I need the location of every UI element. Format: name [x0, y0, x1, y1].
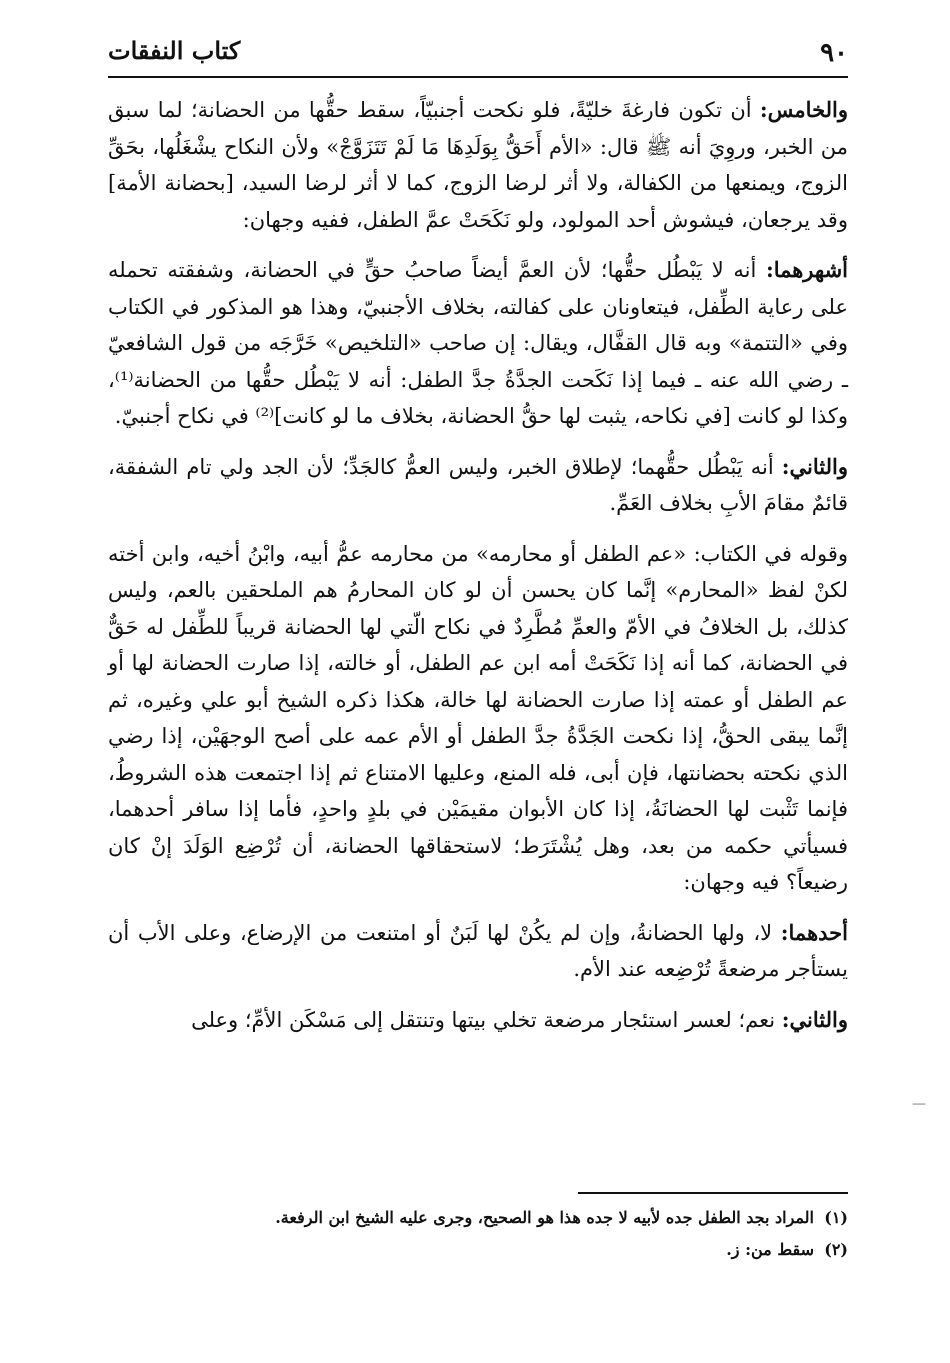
- footnote-1: [108, 1204, 848, 1232]
- footnote-separator: [578, 1192, 848, 1194]
- footnote-number: (١): [824, 1208, 848, 1227]
- paragraph-lead: والخامس:: [759, 97, 848, 122]
- paragraph-text: وقوله في الكتاب: «عم الطفل أو محارمه» من محارمه عمُّ أبيه، وابْنُ أخيه، وابن أخته لكنْ لفظ «المحارم» إنَّما كان يحسن أن لو كان المحارمُ هم الملحقين بالعم، وليس كذلك، بل الخلافُ في الأمّ والعمِّ مُطَّرِدٌ في نكاح الّتي لها الحضانة قريباً للطِّفل له حَقٌّ في الحضانة، كما أنه إذا نَكَحَتْ أمه ابن عم الطفل، أو خالته، إذا صارت الحضانة لها أو عم الطفل أو عمته إذا صارت الحضانة لها خالة، هكذا ذكره الشيخ أبو علي وغيره، ثم إنَّما يبقى الحقُّ، إذا نكحت الجَدَّةُ جدَّ الطفل أو الأم عمه على أصح الوجهَيْن، إذا رضي الذي نكحته بحضانتها، فإن أبى، فله المنع، وعليها الامتناع ثم إذا اجتمعت هذه الشروطُ، فإنما تَثْبت لها الحضانَةُ، إذا كان الأبوان مقيمَيْن في بلدٍ واحدٍ، فأما إذا سافر أحدهما، فسيأتي حكمه من بعد، وهل يُشْتَرَط؛ لاستحقاقها الحضانة، أن تُرْضِع الوَلَدَ إنْ كان رضيعاً؟ فيه وجهان:: [108, 541, 848, 894]
- paragraph-option-two: [108, 1002, 848, 1039]
- paragraph-lead: أحدهما:: [780, 919, 848, 945]
- header-rule: [108, 76, 848, 78]
- margin-mark: —: [912, 1096, 926, 1112]
- paragraph-lead: والثاني:: [781, 453, 848, 479]
- paragraph-fifth: [108, 92, 848, 238]
- paragraph-text: لا، ولها الحضانةُ، وإن لم يكُنْ لها لَبَنٌ أو امتنعت من الإرضاع، وعلى الأب أن يستأجر مرضعةً تُرْضِعه عند الأم.: [108, 920, 848, 981]
- footnotes: [108, 1204, 848, 1268]
- main-text: [108, 92, 848, 1052]
- paragraph-text: نعم؛ لعسر استئجار مرضعة تخلي بيتها وتنتقل إلى مَسْكَن الأمِّ؛ وعلى: [191, 1007, 782, 1032]
- footnote-text: المراد بجد الطفل جده لأبيه لا جده هذا هو الصحيح، وجرى عليه الشيخ ابن الرفعة.: [275, 1208, 814, 1227]
- page-number: ٩٠: [820, 38, 848, 68]
- paragraph-first-view: [108, 252, 848, 435]
- paragraph-text: أنه يَبْطُل حقُّهما؛ لإطلاق الخبر، وليس العمُّ كالجَدِّ؛ لأن الجد ولي تام الشفقة، قائمٌ مقامَ الأبِ بخلاف العَمِّ.: [108, 454, 848, 515]
- page-header: [108, 30, 848, 74]
- paragraph-lead: أشهرهما:: [765, 257, 848, 282]
- paragraph-text: أنه لا يَبْطُل حقُّها؛ لأن العمَّ أيضاً صاحبُ حقٍّ في الحضانة، وشفقته تحمله على رعاية الطِّفل، فيتعاونان على كفالته، بخلاف الأجنبيّ، وهذا هو المذكور في الكتاب وفي «التتمة» وبه قال القفَّال، ويقال: إن صاحب «التلخيص» خَرَّجَه من قول الشافعيّ ـ رضي الله عنه ـ فيما إذا نَكَحت الجدَّةُ جدَّ الطفل: أنه لا يَبْطُل حقُّها من الحضانة⁽¹⁾، وكذا لو كانت [في نكاحه، يثبت لها حقُّ الحضانة، بخلاف ما لو كانت]⁽²⁾ في نكاح أجنبيّ.: [108, 258, 848, 428]
- paragraph-option-one: [108, 915, 848, 988]
- paragraph-lead: والثاني:: [781, 1006, 848, 1032]
- footnote-number: (٢): [824, 1240, 848, 1259]
- paragraph-second-view: [108, 449, 848, 522]
- paragraph-text: أن تكون فارغةَ خليّةً، فلو نكحت أجنبيّاً، سقط حقُّها من الحضانة؛ لما سبق من الخبر، وروِيَ أنه ﷺ قال: «الأم أَحَقُّ بِوَلَدِهَا مَا لَمْ تَتَزَوَّجْ» ولأن النكاح يشْغَلُها، بحَقِّ الزوج، ويمنعها من الكفالة، ولا أثر لرضا الزوج، كما لا أثر لرضا السيد، [بحضانة الأمة] وقد يرجعان، فيشوش أحد المولود، ولو نَكَحَتْ عمَّ الطفل، ففيه وجهان:: [108, 98, 848, 232]
- running-title: كتاب النفقات: [108, 36, 241, 65]
- footnote-text: سقط من: ز.: [726, 1240, 814, 1259]
- paragraph-commentary: [108, 536, 848, 901]
- footnote-2: [108, 1236, 848, 1264]
